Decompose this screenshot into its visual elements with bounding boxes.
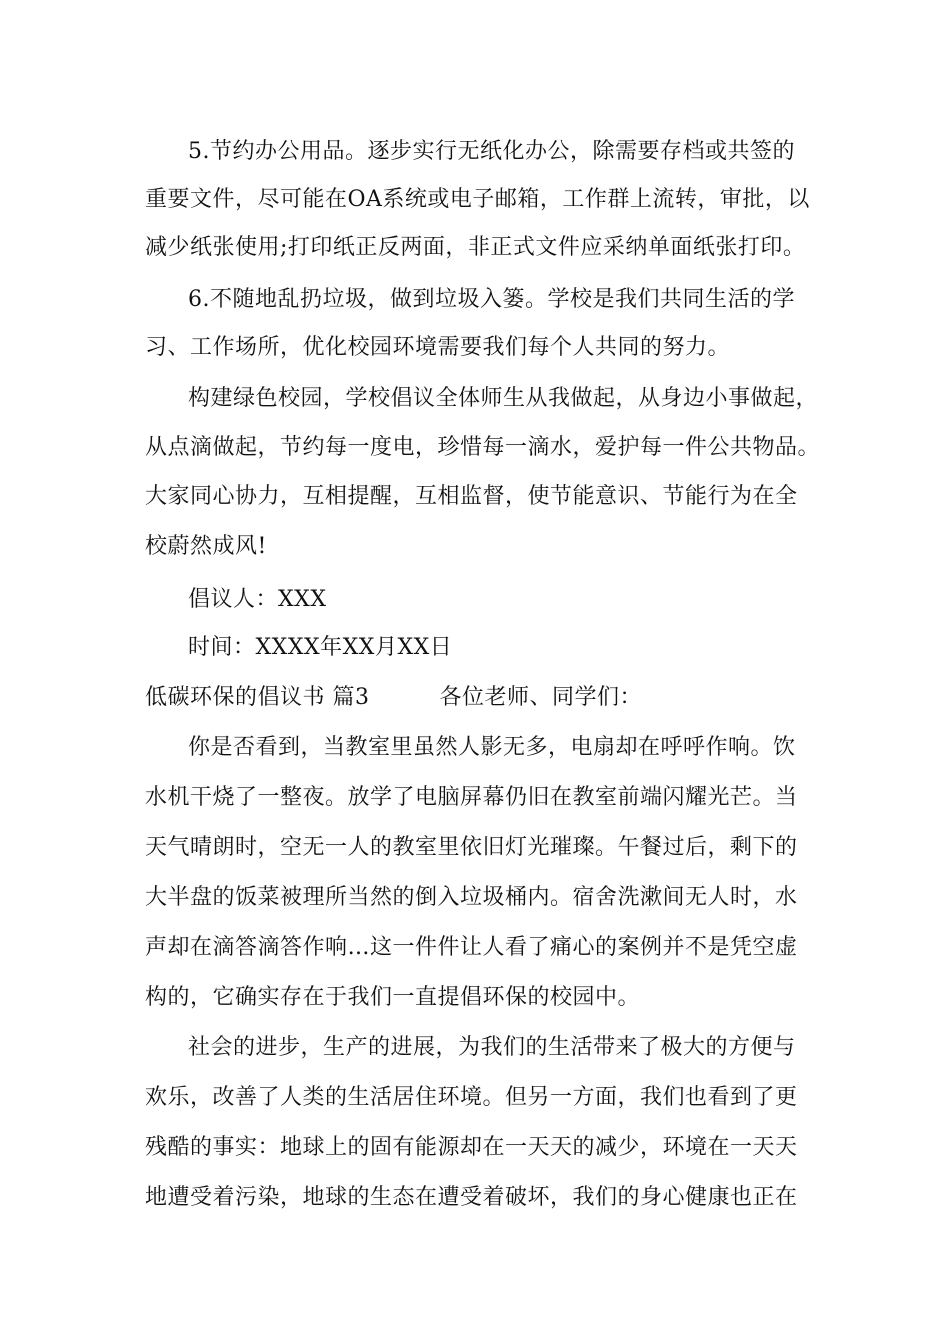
paragraph-line: 地遭受着污染，地球的生态在遭受着破坏，我们的身心健康也正在 [145,1185,798,1210]
paragraph-line: 6.不随地乱扔垃圾，做到垃圾入篓。学校是我们共同生活的学 [188,287,795,312]
date-line: 时间：XXXX年XX月XX日 [188,635,453,660]
paragraph-line: 构建绿色校园，学校倡议全体师生从我做起，从身边小事做起， [188,386,819,411]
paragraph-line: 残酷的事实：地球上的固有能源却在一天天的减少，环境在一天天 [145,1135,798,1160]
section-heading [0,678,950,718]
paragraph-line: 重要文件，尽可能在OA系统或电子邮箱，工作群上流转，审批，以 [145,187,810,212]
paragraph-line: 欢乐，改善了人类的生活居住环境。但另一方面，我们也看到了更 [145,1085,798,1110]
paragraph-line: 减少纸张使用;打印纸正反两面，非正式文件应采纳单面纸张打印。 [145,235,806,260]
paragraph-line: 社会的进步，生产的进展，为我们的生活带来了极大的方便与 [188,1035,796,1060]
paragraph-line: 声却在滴答滴答作响…这一件件让人看了痛心的案例并不是凭空虚 [145,935,798,960]
proposer-line: 倡议人：XXX [188,587,327,612]
paragraph-line: 从点滴做起，节约每一度电，珍惜每一滴水，爱护每一件公共物品。 [145,435,821,460]
paragraph-line: 天气晴朗时，空无一人的教室里依旧灯光璀璨。午餐过后，剩下的 [145,835,798,860]
salutation: 各位老师、同学们： [439,685,643,710]
paragraph-line: 水机干烧了一整夜。放学了电脑屏幕仍旧在教室前端闪耀光芒。当 [145,785,798,810]
paragraph-line: 习、工作场所，优化校园环境需要我们每个人共同的努力。 [145,335,731,360]
paragraph-line: 你是否看到，当教室里虽然人影无多，电扇却在呼呼作响。饮 [188,735,796,760]
section-title: 低碳环保的倡议书 篇3 [145,685,370,710]
paragraph-line: 校蔚然成风! [145,534,267,559]
paragraph-line: 5.节约办公用品。逐步实行无纸化办公，除需要存档或共签的 [188,139,795,164]
paragraph-line: 大半盘的饭菜被理所当然的倒入垃圾桶内。宿舍洗漱间无人时，水 [145,885,798,910]
paragraph-line: 大家同心协力，互相提醒，互相监督，使节能意识、节能行为在全 [145,484,798,509]
paragraph-line: 构的，它确实存在于我们一直提倡环保的校园中。 [145,985,641,1010]
